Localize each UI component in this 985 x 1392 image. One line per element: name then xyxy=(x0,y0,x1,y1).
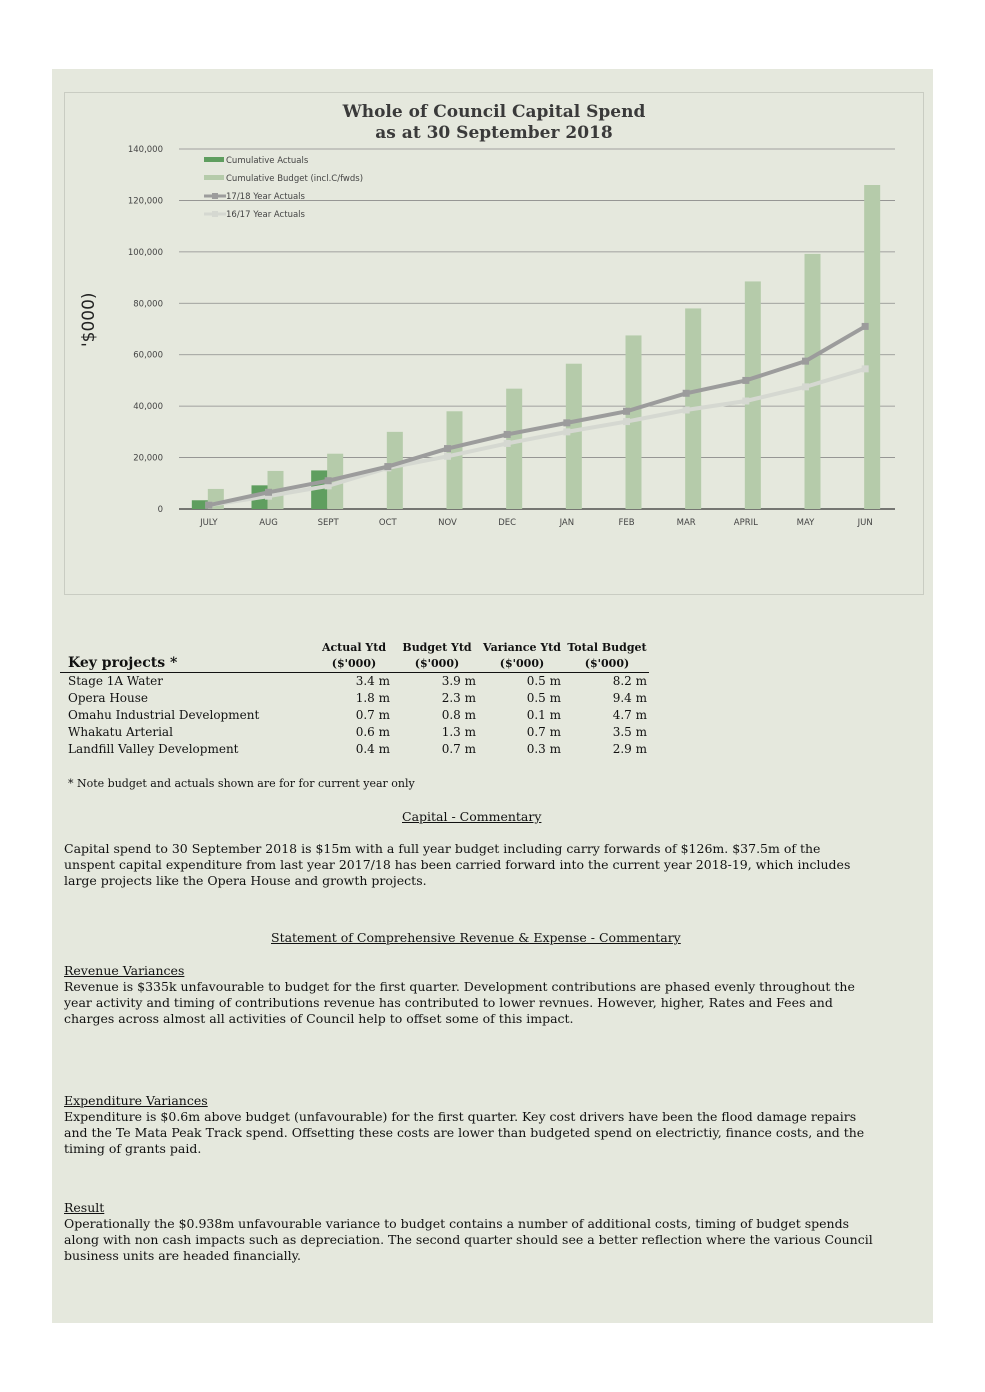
row-variance: 0.1 m xyxy=(526,708,561,722)
point-17-18 xyxy=(504,431,511,438)
x-tick-label: MAY xyxy=(796,518,815,528)
point-16-17 xyxy=(802,383,809,390)
x-tick-label: OCT xyxy=(378,518,397,528)
row-actual: 1.8 m xyxy=(355,691,390,705)
result-title: Result xyxy=(64,1200,105,1215)
col-unit-total: ($'000) xyxy=(584,657,630,670)
capital-commentary-title: Capital - Commentary xyxy=(402,809,542,824)
x-tick-label: DEC xyxy=(498,518,517,528)
row-actual: 0.6 m xyxy=(355,725,390,739)
row-total: 3.5 m xyxy=(612,725,647,739)
line-17-18-actuals xyxy=(209,326,865,505)
revenue-variances-text: Revenue is $335k unfavourable to budget for the first quarter. Development contributions are phased evenly throughout the year activity and timing of contributions revenue has contributed to lower revnues. However, higher, Rates and Fees and charges across almost all activities of Council help to offset some of this impact. xyxy=(64,979,855,1026)
col-unit-actual: ($'000) xyxy=(331,657,377,670)
row-variance: 0.5 m xyxy=(526,674,561,688)
row-variance: 0.5 m xyxy=(526,691,561,705)
table-header-rule xyxy=(60,672,649,673)
point-17-18 xyxy=(205,502,212,509)
col-header-actual: Actual Ytd xyxy=(321,641,387,654)
col-header-budget: Budget Ytd xyxy=(402,641,472,654)
point-17-18 xyxy=(563,419,570,426)
y-tick-label: 120,000 xyxy=(127,196,163,207)
row-total: 9.4 m xyxy=(612,691,647,705)
y-axis-label: '$000) xyxy=(79,292,99,347)
point-16-17 xyxy=(623,418,630,425)
row-name: Whakatu Arterial xyxy=(68,725,173,739)
chart-title: Whole of Council Capital Spend xyxy=(342,102,646,122)
table-note: * Note budget and actuals shown are for for current year only xyxy=(68,777,415,790)
x-tick-label: MAR xyxy=(676,518,696,528)
row-variance: 0.3 m xyxy=(526,742,561,756)
budget-bar xyxy=(864,185,880,509)
x-tick-label: APRIL xyxy=(733,518,758,528)
expenditure-variances-title: Expenditure Variances xyxy=(64,1093,208,1108)
row-total: 4.7 m xyxy=(612,708,647,722)
budget-bar xyxy=(566,364,582,509)
x-tick-label: JULY xyxy=(200,518,218,528)
x-tick-label: NOV xyxy=(438,518,457,528)
capital-commentary-text: Capital spend to 30 September 2018 is $15m with a full year budget including carry forwards of $126m. $37.5m of the unspent capital expenditure from last year 2017/18 has been carried forward into the current year 2018-19, which includes large projects like the Opera House and growth projects. xyxy=(64,841,851,888)
y-tick-label: 60,000 xyxy=(133,350,163,361)
row-total: 8.2 m xyxy=(612,674,647,688)
point-17-18 xyxy=(623,408,630,415)
legend-label: 17/18 Year Actuals xyxy=(226,192,305,202)
row-budget: 0.7 m xyxy=(441,742,476,756)
x-tick-label: AUG xyxy=(259,518,278,528)
row-variance: 0.7 m xyxy=(526,725,561,739)
point-17-18 xyxy=(802,358,809,365)
revenue-variances-title: Revenue Variances xyxy=(64,963,185,978)
budget-bar xyxy=(506,389,522,509)
point-17-18 xyxy=(325,477,332,484)
col-unit-variance: ($'000) xyxy=(499,657,545,670)
row-budget: 3.9 m xyxy=(441,674,476,688)
x-tick-label: JUN xyxy=(857,518,873,528)
row-name: Landfill Valley Development xyxy=(68,742,239,756)
x-tick-label: SEPT xyxy=(317,518,339,528)
legend-label: Cumulative Actuals xyxy=(226,156,309,166)
legend-swatch xyxy=(204,175,224,180)
row-budget: 0.8 m xyxy=(441,708,476,722)
col-header-variance: Variance Ytd xyxy=(483,641,561,654)
point-17-18 xyxy=(384,463,391,470)
point-17-18 xyxy=(862,323,869,330)
x-tick-label: JAN xyxy=(559,518,575,528)
report-panel xyxy=(52,69,933,1323)
point-16-17 xyxy=(862,365,869,372)
legend-label: 16/17 Year Actuals xyxy=(226,210,305,220)
budget-bar xyxy=(447,411,463,509)
col-header-total: Total Budget xyxy=(567,641,647,654)
legend-swatch xyxy=(204,157,224,162)
statement-commentary-title: Statement of Comprehensive Revenue & Expense - Commentary xyxy=(271,930,681,945)
point-17-18 xyxy=(742,377,749,384)
chart-plot xyxy=(65,93,923,594)
y-tick-label: 20,000 xyxy=(133,453,163,464)
row-total: 2.9 m xyxy=(612,742,647,756)
y-tick-label: 100,000 xyxy=(127,247,163,258)
row-actual: 0.4 m xyxy=(355,742,390,756)
row-budget: 2.3 m xyxy=(441,691,476,705)
expenditure-variances-text: Expenditure is $0.6m above budget (unfavourable) for the first quarter. Key cost drivers have been the flood damage repairs and the Te Mata Peak Track spend. Offsetting these costs are lower than budgeted spend on electrictiy, finance costs, and the timing of grants paid. xyxy=(64,1109,865,1156)
y-tick-label: 140,000 xyxy=(127,145,163,155)
legend-marker xyxy=(212,193,218,199)
row-name: Opera House xyxy=(68,691,149,705)
row-budget: 1.3 m xyxy=(441,725,476,739)
row-name: Stage 1A Water xyxy=(68,674,164,688)
y-tick-label: 40,000 xyxy=(133,402,163,413)
point-17-18 xyxy=(444,445,451,452)
result-text: Operationally the $0.938m unfavourable variance to budget contains a number of additional costs, timing of budget spends along with non cash impacts such as depreciation. The second quarter should see a better reflection where the various Council business units are headed financially. xyxy=(64,1216,873,1263)
y-tick-label: 0 xyxy=(157,505,163,515)
point-16-17 xyxy=(742,398,749,405)
row-name: Omahu Industrial Development xyxy=(68,708,260,722)
legend-marker xyxy=(212,211,218,217)
row-actual: 0.7 m xyxy=(355,708,390,722)
legend-label: Cumulative Budget (incl.C/fwds) xyxy=(226,174,364,184)
budget-bar xyxy=(745,281,761,509)
chart-subtitle: as at 30 September 2018 xyxy=(375,123,613,143)
y-tick-label: 80,000 xyxy=(133,299,163,310)
point-16-17 xyxy=(504,440,511,447)
point-17-18 xyxy=(683,390,690,397)
point-16-17 xyxy=(563,428,570,435)
row-actual: 3.4 m xyxy=(355,674,390,688)
point-16-17 xyxy=(444,453,451,460)
table-title: Key projects * xyxy=(68,655,178,671)
capital-spend-chart xyxy=(64,92,924,595)
col-unit-budget: ($'000) xyxy=(414,657,460,670)
point-16-17 xyxy=(683,407,690,414)
point-17-18 xyxy=(265,489,272,496)
x-tick-label: FEB xyxy=(618,518,635,528)
